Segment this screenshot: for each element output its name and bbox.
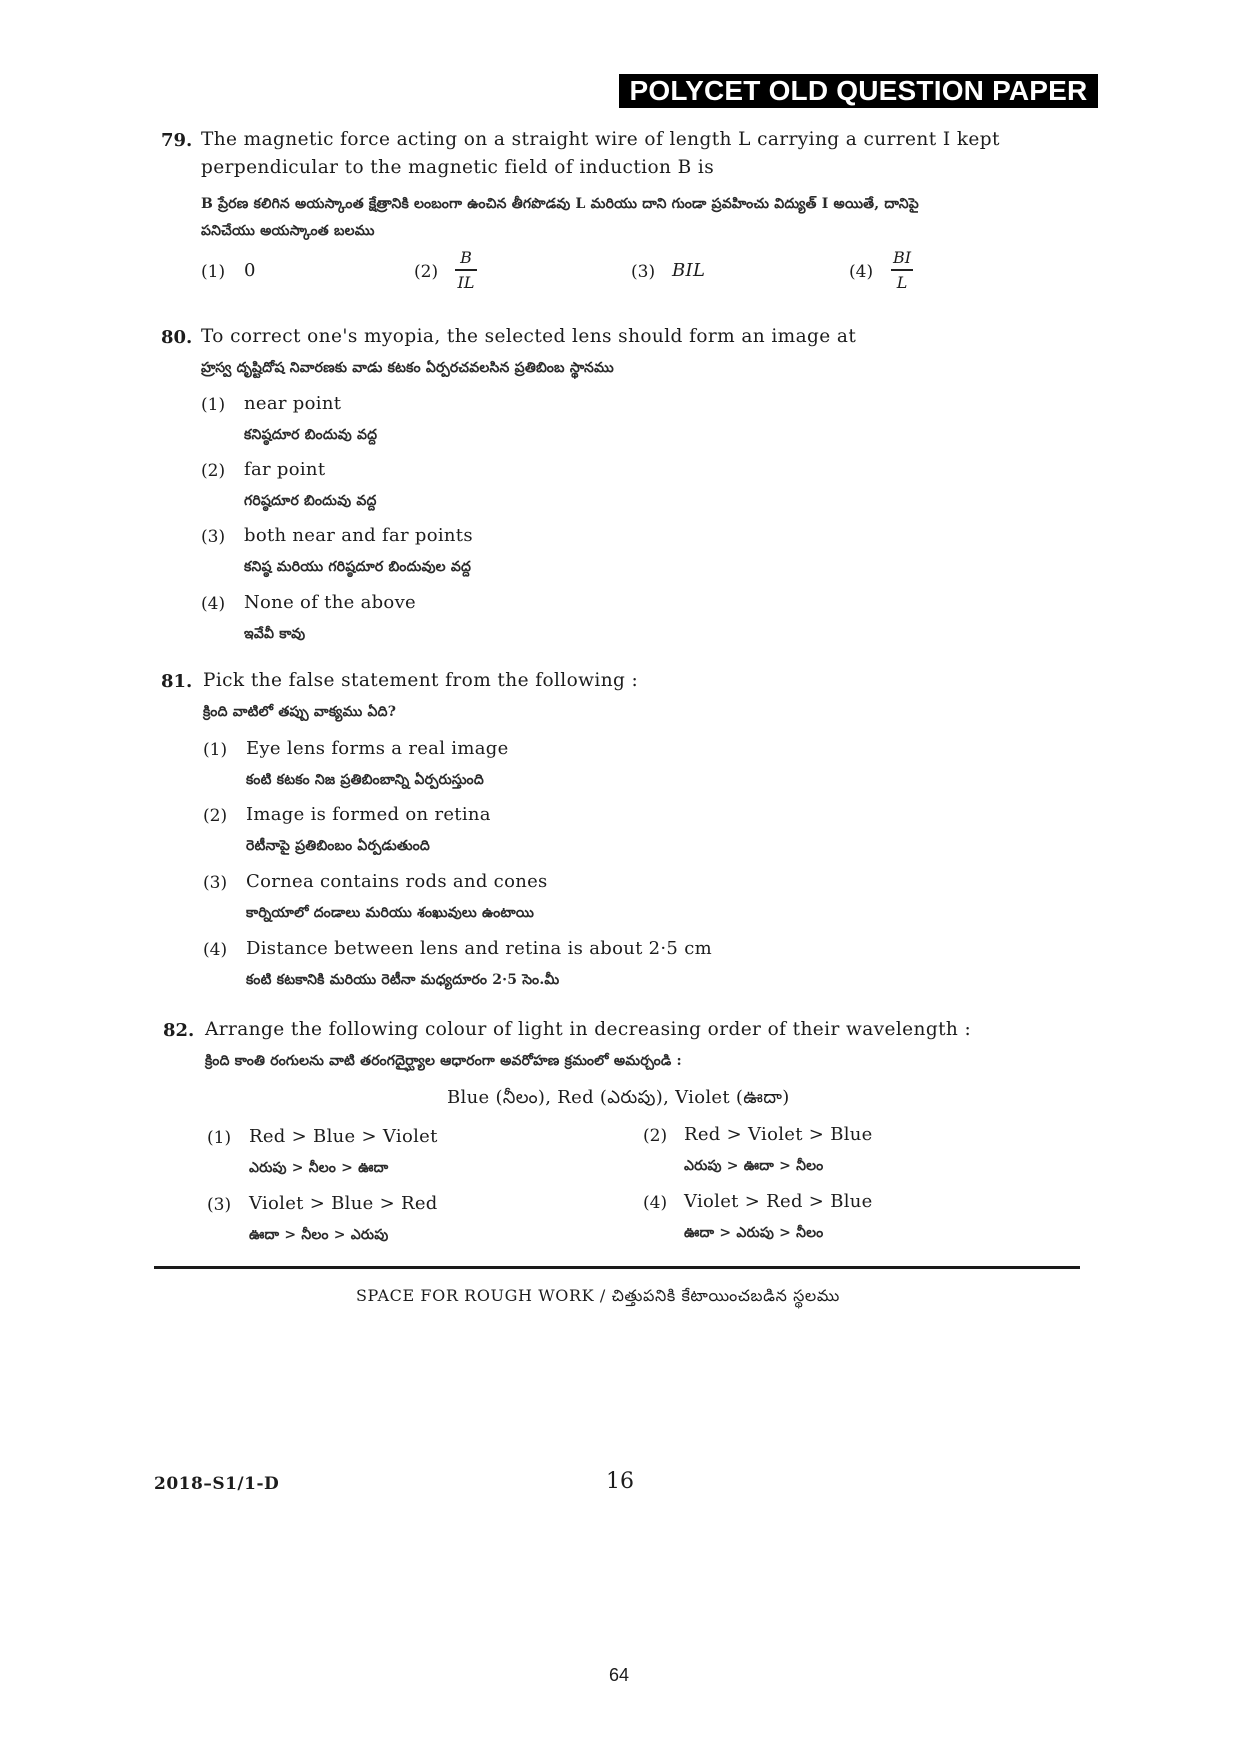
q80-option1-text: near point — [244, 393, 342, 414]
q81-option4-text: Distance between lens and retina is about 2·5 cm — [246, 938, 712, 959]
q81-option4-label: (4) — [203, 940, 228, 960]
q81-option3-text: Cornea contains rods and cones — [246, 871, 548, 892]
q79-option1-value: 0 — [244, 260, 256, 281]
q79-option3-value: BIL — [672, 260, 706, 281]
fraction-bar — [455, 269, 477, 271]
q80-option2-telugu: గరిష్ఠదూర బిందువు వద్ద — [244, 493, 377, 509]
document-page-number: 64 — [609, 1665, 630, 1685]
q79-telugu-line1: B ప్రేరణ కలిగిన అయస్కాంత క్షేత్రానికి లంబంగా ఉంచిన తీగపొడవు L మరియు దాని గుండా ప్రవహించు విద్యుత్ I అయితే, దానిపై — [201, 196, 919, 212]
q82-option3-telugu: ఊదా > నీలం > ఎరుపు — [249, 1227, 389, 1243]
q81-telugu: క్రింది వాటిలో తప్పు వాక్యము ఏది? — [203, 704, 397, 720]
paper-code: 2018–S1/1-D — [154, 1474, 280, 1494]
q82-option4-telugu: ఊదా > ఎరుపు > నీలం — [684, 1225, 824, 1241]
rough-work-caption: SPACE FOR ROUGH WORK / చిత్తుపనికి కేటాయించబడిన స్థలము — [356, 1286, 840, 1305]
q79-option2-label: (2) — [414, 262, 439, 282]
q79-text-line2: perpendicular to the magnetic field of induction B is — [201, 157, 715, 178]
q79-telugu-line2: పనిచేయు అయస్కాంత బలము — [201, 223, 375, 239]
q79-option2-numerator: B — [460, 248, 472, 267]
q81-option2-label: (2) — [203, 806, 228, 826]
q80-option2-text: far point — [244, 459, 326, 480]
q82-option2-text: Red > Violet > Blue — [684, 1124, 873, 1145]
q82-option3-label: (3) — [207, 1195, 232, 1215]
q79-number: 79. — [161, 130, 193, 151]
q79-option2-denominator: IL — [457, 272, 475, 292]
q80-option3-label: (3) — [201, 527, 226, 547]
q82-number: 82. — [163, 1020, 195, 1041]
q79-option3-label: (3) — [631, 262, 656, 282]
q81-option1-telugu: కంటి కటకం నిజ ప్రతిబింబాన్ని ఏర్పరుస్తుంది — [246, 772, 484, 788]
q81-option3-telugu: కార్నియాలో దండాలు మరియు శంఖువులు ఉంటాయి — [246, 905, 535, 921]
q79-option2-fraction — [455, 248, 477, 292]
q82-option1-text: Red > Blue > Violet — [249, 1126, 438, 1147]
q82-option3-text: Violet > Blue > Red — [249, 1193, 438, 1214]
q81-text: Pick the false statement from the following : — [203, 670, 639, 691]
q80-option3-text: both near and far points — [244, 525, 473, 546]
q82-option1-label: (1) — [207, 1128, 232, 1148]
q80-option4-label: (4) — [201, 594, 226, 614]
q80-option4-text: None of the above — [244, 592, 416, 613]
q81-option2-telugu: రెటీనాపై ప్రతిబింబం ఏర్పడుతుంది — [246, 838, 430, 854]
q81-option3-label: (3) — [203, 873, 228, 893]
q82-option2-telugu: ఎరుపు > ఊదా > నీలం — [684, 1158, 824, 1174]
page-number: 16 — [606, 1469, 634, 1494]
q81-option1-text: Eye lens forms a real image — [246, 738, 509, 759]
q79-option4-denominator: L — [896, 272, 908, 292]
q79-option4-fraction — [891, 248, 913, 292]
q82-option4-label: (4) — [643, 1193, 668, 1213]
q79-text-line1: The magnetic force acting on a straight wire of length L carrying a current I kept — [201, 129, 1000, 150]
fraction-bar — [891, 269, 913, 271]
q80-option2-label: (2) — [201, 461, 226, 481]
q79-option4-numerator: BI — [892, 248, 912, 267]
q79-option1-label: (1) — [201, 262, 226, 282]
q81-option1-label: (1) — [203, 740, 228, 760]
q82-option4-text: Violet > Red > Blue — [684, 1191, 873, 1212]
q81-option2-text: Image is formed on retina — [246, 804, 491, 825]
header-banner: POLYCET OLD QUESTION PAPER — [619, 74, 1098, 108]
q82-telugu: క్రింది కాంతి రంగులను వాటి తరంగదైర్ఘ్యాల ఆధారంగా అవరోహణ క్రమంలో అమర్చండి : — [205, 1053, 682, 1069]
q80-option3-telugu: కనిష్ఠ మరియు గరిష్ఠదూర బిందువుల వద్ద — [244, 559, 472, 575]
q80-text: To correct one's myopia, the selected lens should form an image at — [201, 326, 857, 347]
q81-number: 81. — [161, 671, 193, 692]
q80-number: 80. — [161, 327, 193, 348]
q82-text: Arrange the following colour of light in decreasing order of their wavelength : — [205, 1019, 972, 1040]
q82-option1-telugu: ఎరుపు > నీలం > ఊదా — [249, 1160, 389, 1176]
q81-option4-telugu: కంటి కటకానికి మరియు రెటీనా మధ్యదూరం 2·5 సెం.మీ — [246, 972, 560, 988]
q80-option1-telugu: కనిష్ఠదూర బిందువు వద్ద — [244, 427, 378, 443]
q80-telugu: హ్రస్వ దృష్టిదోష నివారణకు వాడు కటకం ఏర్పరచవలసిన ప్రతిబింబ స్థానము — [201, 360, 614, 376]
q79-option4-label: (4) — [849, 262, 874, 282]
divider-rule — [154, 1266, 1080, 1269]
q82-colors: Blue (నీలం), Red (ఎరుపు), Violet (ఊదా) — [447, 1087, 790, 1108]
q80-option4-telugu: ఇవేవీ కావు — [244, 626, 306, 642]
q80-option1-label: (1) — [201, 395, 226, 415]
q82-option2-label: (2) — [643, 1126, 668, 1146]
